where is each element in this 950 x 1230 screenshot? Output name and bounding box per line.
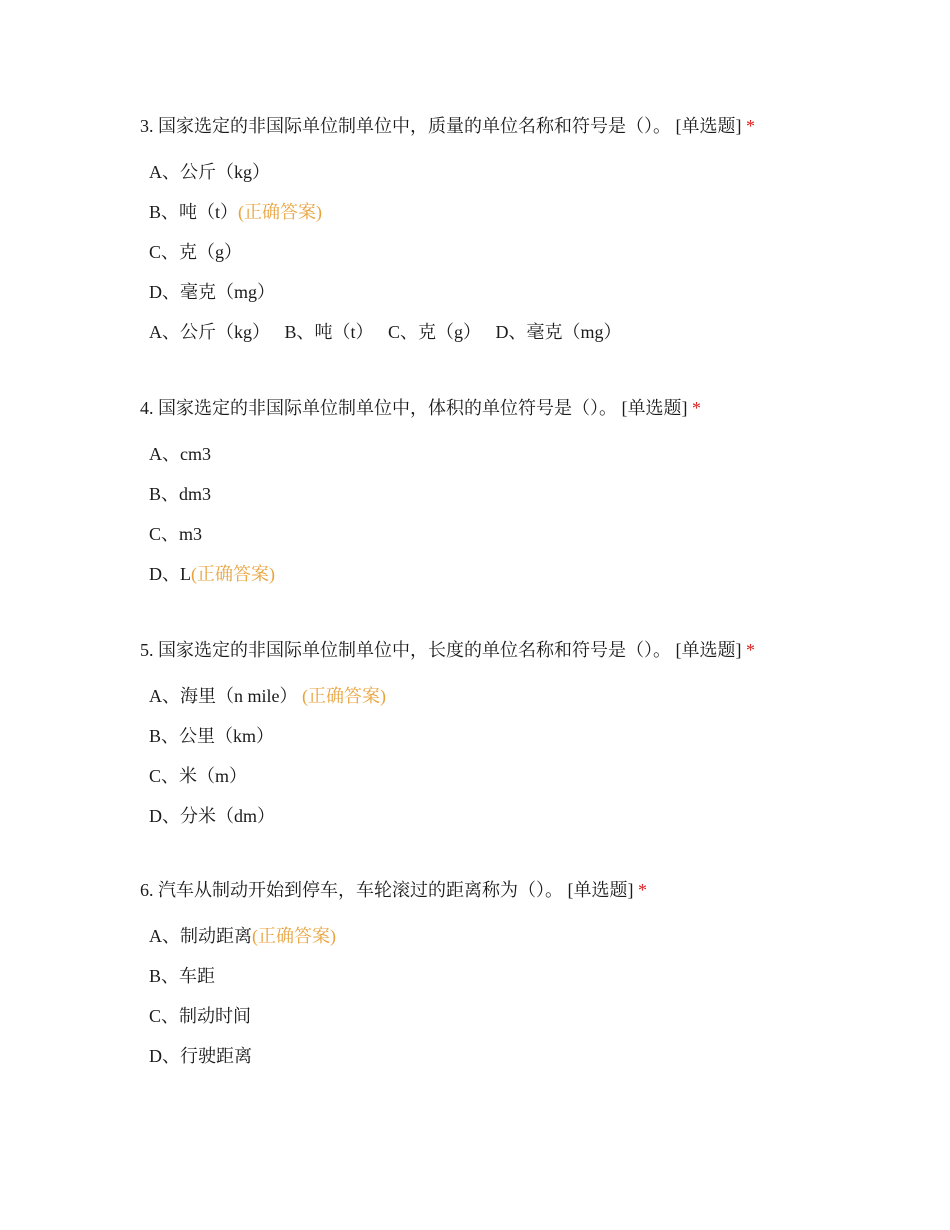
- question-text: 4. 国家选定的非国际单位制单位中，体积的单位符号是（）。: [140, 398, 617, 418]
- option-c[interactable]: C、米（m）: [149, 766, 248, 786]
- option-d[interactable]: D、分米（dm）: [149, 806, 275, 826]
- question-text: 5. 国家选定的非国际单位制单位中，长度的单位名称和符号是（）。: [140, 640, 671, 660]
- option-c[interactable]: C、m3: [149, 524, 203, 544]
- question-text: 3. 国家选定的非国际单位制单位中，质量的单位名称和符号是（）。: [140, 116, 671, 136]
- option-d[interactable]: D、L(正确答案): [149, 564, 275, 584]
- option-b[interactable]: B、车距: [149, 966, 216, 986]
- required-mark: *: [638, 880, 647, 900]
- inline-option-c: C、克（g）: [388, 322, 482, 342]
- question-title: [140, 635, 920, 665]
- question-5: [140, 635, 920, 836]
- required-mark: *: [692, 398, 701, 418]
- option-a[interactable]: A、海里（n mile） (正确答案): [149, 686, 386, 706]
- option-c[interactable]: C、克（g）: [149, 242, 243, 262]
- required-mark: *: [746, 116, 755, 136]
- inline-option-b: B、吨（t）: [284, 322, 374, 342]
- correct-answer-tag: (正确答案): [302, 686, 386, 706]
- option-list: [140, 676, 920, 836]
- inline-option-a: A、公斤（kg）: [149, 322, 270, 342]
- option-a[interactable]: A、制动距离(正确答案): [149, 926, 336, 946]
- option-b[interactable]: B、公里（km）: [149, 726, 275, 746]
- question-type-tag: [单选题]: [621, 398, 688, 418]
- question-type-tag: [单选题]: [567, 880, 634, 900]
- option-list: [140, 434, 920, 594]
- inline-option-d: D、毫克（mg）: [495, 322, 622, 342]
- option-a[interactable]: A、公斤（kg）: [149, 162, 270, 182]
- option-b[interactable]: B、吨（t）(正确答案): [149, 202, 323, 222]
- question-6: [140, 875, 920, 1076]
- correct-answer-tag: (正确答案): [252, 926, 336, 946]
- question-title: [140, 111, 920, 141]
- question-3: [140, 111, 920, 352]
- correct-answer-tag: (正确答案): [238, 202, 323, 222]
- question-type-tag: [单选题]: [675, 640, 742, 660]
- question-title: [140, 875, 920, 905]
- option-d[interactable]: D、行驶距离: [149, 1046, 252, 1066]
- option-list: [140, 152, 920, 352]
- option-c[interactable]: C、制动时间: [149, 1006, 252, 1026]
- question-4: [140, 393, 920, 594]
- option-list: [140, 916, 920, 1076]
- required-mark: *: [746, 640, 755, 660]
- option-b[interactable]: B、dm3: [149, 484, 212, 504]
- question-type-tag: [单选题]: [675, 116, 742, 136]
- option-a[interactable]: A、cm3: [149, 444, 211, 464]
- option-d[interactable]: D、毫克（mg）: [149, 282, 275, 302]
- question-text: 6. 汽车从制动开始到停车，车轮滚过的距离称为（）。: [140, 880, 563, 900]
- inline-option-summary: [149, 312, 920, 352]
- correct-answer-tag: (正确答案): [191, 564, 275, 584]
- question-title: [140, 393, 920, 423]
